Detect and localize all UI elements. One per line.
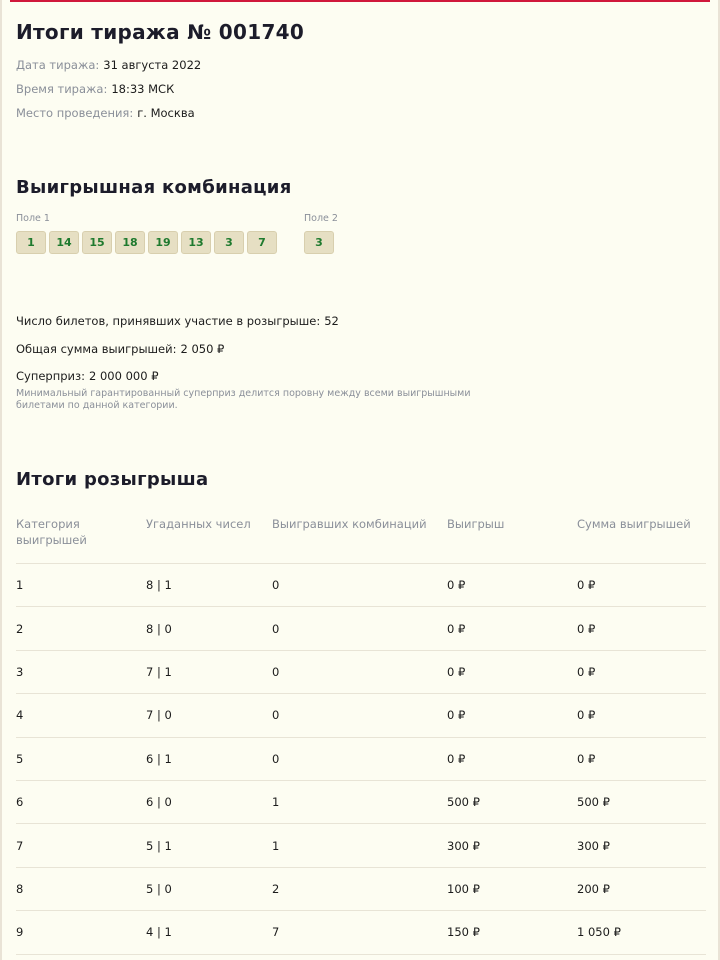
tickets-count-value: 52 xyxy=(324,314,339,328)
cell-total: 0 ₽ xyxy=(577,708,596,723)
cell-prize: 150 ₽ xyxy=(447,925,480,940)
ball: 3 xyxy=(214,231,244,254)
column-header-prize: Выигрыш xyxy=(447,517,505,531)
table-row xyxy=(16,824,706,867)
cell-total: 0 ₽ xyxy=(577,578,596,593)
top-accent-line xyxy=(10,0,710,2)
ball: 1 xyxy=(16,231,46,254)
cell-category: 7 xyxy=(16,838,24,853)
ball: 3 xyxy=(304,231,334,254)
table-row xyxy=(16,738,706,781)
table-row xyxy=(16,564,706,607)
table-row xyxy=(16,651,706,694)
draw-place-value: г. Москва xyxy=(137,106,195,120)
field2-balls xyxy=(304,231,334,254)
cell-category: 1 xyxy=(16,578,24,593)
cell-guessed: 6 | 0 xyxy=(146,795,172,810)
cell-guessed: 6 | 1 xyxy=(146,751,172,766)
cell-total: 300 ₽ xyxy=(577,838,610,853)
cell-combinations: 0 xyxy=(272,578,280,593)
draw-place-label: Место проведения: xyxy=(16,106,134,120)
superprize-label: Суперприз: xyxy=(16,369,86,383)
cell-guessed: 7 | 0 xyxy=(146,708,172,723)
draw-time-value: 18:33 МСК xyxy=(111,82,175,96)
cell-combinations: 0 xyxy=(272,751,280,766)
column-header-guessed: Угаданных чисел xyxy=(146,517,251,531)
total-winnings-row xyxy=(16,342,224,356)
cell-combinations: 2 xyxy=(272,881,280,896)
cell-category: 6 xyxy=(16,795,24,810)
ball: 14 xyxy=(49,231,79,254)
cell-total: 500 ₽ xyxy=(577,795,610,810)
page-title: Итоги тиража № 001740 xyxy=(16,20,305,44)
cell-guessed: 8 | 0 xyxy=(146,621,172,636)
table-row xyxy=(16,868,706,911)
draw-place-row xyxy=(16,106,195,120)
superprize-row xyxy=(16,369,159,383)
cell-prize: 0 ₽ xyxy=(447,708,466,723)
ball: 7 xyxy=(247,231,277,254)
draw-time-label: Время тиража: xyxy=(16,82,108,96)
cell-total: 0 ₽ xyxy=(577,664,596,679)
cell-combinations: 0 xyxy=(272,621,280,636)
cell-combinations: 0 xyxy=(272,708,280,723)
field1-label: Поле 1 xyxy=(16,213,50,224)
cell-total: 0 ₽ xyxy=(577,751,596,766)
draw-time-row xyxy=(16,82,174,96)
tickets-count-label: Число билетов, принявших участие в розыгрыше: xyxy=(16,314,321,328)
field2-label: Поле 2 xyxy=(304,213,338,224)
cell-category: 9 xyxy=(16,925,24,940)
results-table-header xyxy=(16,510,706,564)
cell-total: 1 050 ₽ xyxy=(577,925,621,940)
column-header-total: Сумма выигрышей xyxy=(577,517,691,531)
tickets-count-row xyxy=(16,314,339,328)
cell-guessed: 4 | 1 xyxy=(146,925,172,940)
combination-title: Выигрышная комбинация xyxy=(16,177,292,198)
results-title: Итоги розыгрыша xyxy=(16,469,209,490)
cell-guessed: 5 | 1 xyxy=(146,838,172,853)
cell-guessed: 8 | 1 xyxy=(146,578,172,593)
table-row xyxy=(16,911,706,954)
ball: 15 xyxy=(82,231,112,254)
cell-guessed: 5 | 0 xyxy=(146,881,172,896)
cell-total: 200 ₽ xyxy=(577,881,610,896)
field1-balls xyxy=(16,231,277,254)
cell-combinations: 1 xyxy=(272,838,280,853)
cell-prize: 300 ₽ xyxy=(447,838,480,853)
total-winnings-label: Общая сумма выигрышей: xyxy=(16,342,177,356)
cell-combinations: 0 xyxy=(272,664,280,679)
cell-category: 2 xyxy=(16,621,24,636)
cell-total: 0 ₽ xyxy=(577,621,596,636)
draw-date-value: 31 августа 2022 xyxy=(103,58,202,72)
column-header-combinations: Выигравших комбинаций xyxy=(272,517,427,531)
cell-prize: 0 ₽ xyxy=(447,751,466,766)
results-table xyxy=(16,510,706,955)
ball: 18 xyxy=(115,231,145,254)
table-row xyxy=(16,781,706,824)
cell-prize: 500 ₽ xyxy=(447,795,480,810)
cell-category: 5 xyxy=(16,751,24,766)
draw-date-row xyxy=(16,58,201,72)
cell-guessed: 7 | 1 xyxy=(146,664,172,679)
cell-prize: 100 ₽ xyxy=(447,881,480,896)
cell-category: 3 xyxy=(16,664,24,679)
column-header-category: Категория выигрышей xyxy=(16,517,87,547)
table-row xyxy=(16,607,706,650)
cell-prize: 0 ₽ xyxy=(447,664,466,679)
table-row xyxy=(16,694,706,737)
cell-category: 4 xyxy=(16,708,24,723)
ball: 19 xyxy=(148,231,178,254)
cell-prize: 0 ₽ xyxy=(447,578,466,593)
total-winnings-value: 2 050 ₽ xyxy=(180,342,225,356)
cell-combinations: 1 xyxy=(272,795,280,810)
draw-date-label: Дата тиража: xyxy=(16,58,100,72)
cell-prize: 0 ₽ xyxy=(447,621,466,636)
cell-combinations: 7 xyxy=(272,925,280,940)
superprize-note: Минимальный гарантированный суперприз делится поровну между всеми выигрышными билетами по данной категории. xyxy=(16,388,471,411)
superprize-value: 2 000 000 ₽ xyxy=(89,369,159,383)
cell-category: 8 xyxy=(16,881,24,896)
ball: 13 xyxy=(181,231,211,254)
